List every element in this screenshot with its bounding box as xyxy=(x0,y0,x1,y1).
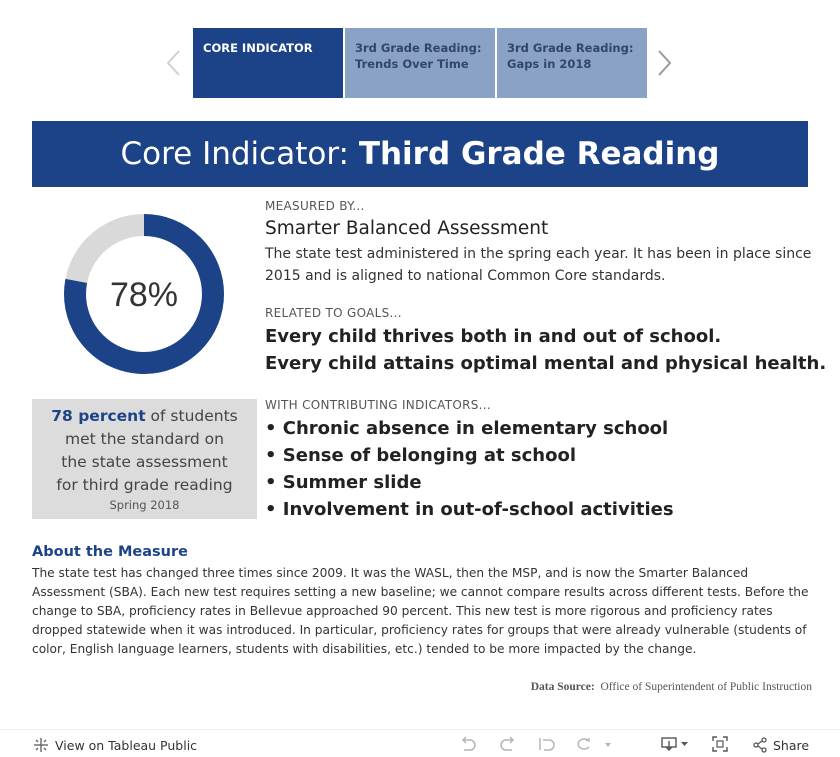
summary-box xyxy=(32,399,257,519)
fullscreen-button[interactable] xyxy=(711,736,729,752)
contributing-indicator-item: • Sense of belonging at school xyxy=(265,445,576,466)
contributing-indicator-item: • Chronic absence in elementary school xyxy=(265,418,669,439)
donut-value-label: 78% xyxy=(109,276,179,314)
undo-icon xyxy=(459,736,477,752)
caret-down-icon xyxy=(602,736,614,752)
undo-button[interactable] xyxy=(459,736,477,752)
redo-icon xyxy=(499,736,517,752)
title-prefix: Core Indicator: xyxy=(120,136,359,172)
about-measure-heading: About the Measure xyxy=(32,544,188,560)
revert-icon xyxy=(538,736,556,752)
tab-gaps-2018[interactable] xyxy=(497,28,647,98)
refresh-button[interactable] xyxy=(576,736,594,752)
refresh-dropdown-button[interactable] xyxy=(602,736,614,752)
fullscreen-icon xyxy=(711,736,729,752)
related-goals-label: RELATED TO GOALS... xyxy=(265,306,402,320)
summary-line-4: for third grade reading xyxy=(56,476,233,494)
measured-by-label: MEASURED BY... xyxy=(265,199,365,213)
goal-item: Every child attains optimal mental and physical health. xyxy=(265,353,827,374)
view-on-tableau-label: View on Tableau Public xyxy=(55,737,198,753)
tab-label: CORE INDICATOR xyxy=(203,41,313,55)
summary-line-1 xyxy=(32,405,257,428)
share-button[interactable] xyxy=(752,737,809,753)
data-source-label: Data Source: xyxy=(530,681,595,693)
percent-donut-chart xyxy=(63,213,225,375)
summary-line-2: met the standard on xyxy=(65,430,224,448)
page-title: Third Grade Reading xyxy=(358,136,720,172)
measure-name: Smarter Balanced Assessment xyxy=(265,218,549,239)
download-button[interactable] xyxy=(661,736,691,752)
chevron-right-icon xyxy=(654,48,674,78)
next-story-point-button[interactable] xyxy=(654,48,674,78)
contributing-indicators-label: WITH CONTRIBUTING INDICATORS... xyxy=(265,398,491,412)
tableau-logo-icon xyxy=(33,737,49,753)
page-title-banner xyxy=(32,121,808,187)
goal-item: Every child thrives both in and out of school. xyxy=(265,326,722,347)
previous-story-point-button[interactable] xyxy=(164,48,184,78)
redo-button[interactable] xyxy=(499,736,517,752)
chevron-left-icon xyxy=(164,48,184,78)
download-icon xyxy=(661,736,691,752)
refresh-icon xyxy=(576,736,594,752)
revert-button[interactable] xyxy=(538,736,556,752)
tab-label-line2: Trends Over Time xyxy=(355,57,469,71)
view-on-tableau-link[interactable] xyxy=(33,737,197,753)
summary-line-1-rest: of students xyxy=(145,407,238,425)
share-label: Share xyxy=(773,737,810,753)
share-icon xyxy=(752,737,768,753)
data-source xyxy=(531,681,812,693)
tab-trends-over-time[interactable] xyxy=(345,28,495,98)
summary-highlight: 78 percent xyxy=(51,407,146,425)
measure-description: The state test administered in the spring each year. It has been in place since 2015 and is aligned to national Common Core standards. xyxy=(265,246,812,284)
tab-label-line1: 3rd Grade Reading: xyxy=(507,41,634,55)
about-measure-text: The state test has changed three times since 2009. It was the WASL, then the MSP, and is now the Smarter Balanced Assessment (SBA). Each new test requires setting a new baseline; we cannot compare results across different tests. Before the change to SBA, proficiency rates in Bellevue approached 90 percent. This new test is more rigorous and proficiency rates dropped statewide when it was introduced. In particular, proficiency rates for groups that were already vulnerable (students of color, English language learners, students with disabilities, etc.) tended to be more impacted by the change. xyxy=(32,566,809,656)
contributing-indicator-item: • Involvement in out-of-school activities xyxy=(265,499,674,520)
data-source-value: Office of Superintendent of Public Instruction xyxy=(600,681,812,693)
summary-period: Spring 2018 xyxy=(109,498,180,512)
summary-line-3: the state assessment xyxy=(61,453,228,471)
tab-core-indicator[interactable] xyxy=(193,28,343,98)
tab-label-line2: Gaps in 2018 xyxy=(507,57,592,71)
tableau-toolbar xyxy=(0,729,840,757)
tab-label-line1: 3rd Grade Reading: xyxy=(355,41,482,55)
contributing-indicator-item: • Summer slide xyxy=(265,472,422,493)
